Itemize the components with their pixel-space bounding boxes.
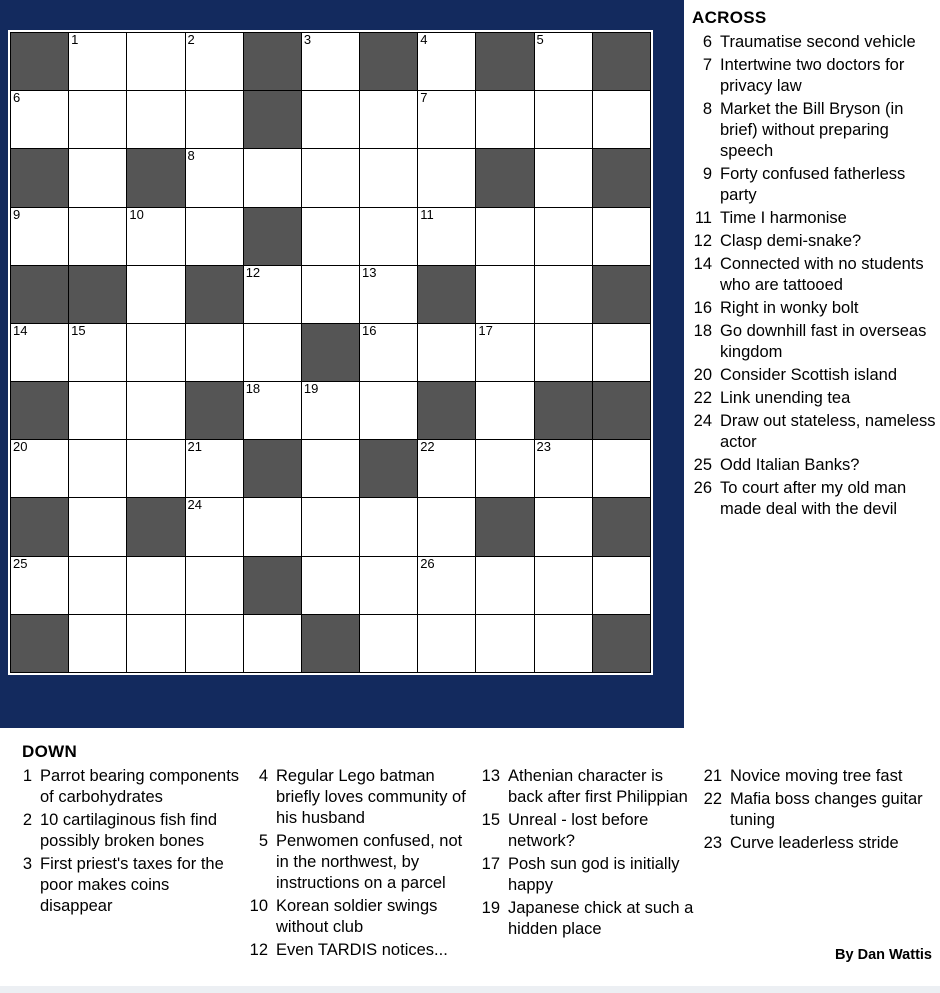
grid-cell[interactable]	[534, 440, 592, 498]
grid-block-cell	[418, 265, 476, 323]
clue-number: 19	[481, 899, 500, 917]
clue-text: Regular Lego batman briefly loves community of his husband	[276, 767, 466, 827]
grid-cell[interactable]	[360, 265, 418, 323]
clue-number: 11	[694, 209, 712, 227]
across-clue-list	[692, 32, 936, 520]
grid-cell[interactable]	[418, 440, 476, 498]
crossword-grid-container[interactable]	[8, 30, 653, 675]
grid-cell[interactable]	[127, 323, 185, 381]
grid-cell-number: 9	[13, 206, 21, 222]
grid-cell[interactable]	[127, 91, 185, 149]
clue-number: 9	[702, 165, 712, 183]
grid-cell-number: 21	[187, 439, 202, 455]
down-clue-item[interactable]	[248, 766, 472, 829]
grid-block-cell	[11, 33, 69, 91]
grid-cell[interactable]	[127, 207, 185, 265]
grid-block-cell	[418, 382, 476, 440]
grid-cell-number: 22	[420, 439, 435, 455]
grid-cell[interactable]	[592, 91, 650, 149]
grid-cell-number: 24	[187, 497, 202, 513]
grid-block-cell	[11, 265, 69, 323]
down-clue-column-1	[12, 766, 248, 963]
grid-cell[interactable]	[592, 323, 650, 381]
grid-row	[11, 91, 651, 149]
grid-block-cell	[243, 91, 301, 149]
grid-block-cell	[69, 265, 127, 323]
clue-number: 10	[249, 897, 268, 915]
grid-cell[interactable]	[360, 614, 418, 672]
clue-text: Traumatise second vehicle	[720, 33, 916, 51]
grid-cell-number: 7	[420, 90, 428, 106]
grid-cell-number: 23	[536, 439, 552, 455]
clue-number: 17	[481, 855, 500, 873]
clue-number: 13	[481, 767, 500, 785]
grid-cell[interactable]	[185, 91, 243, 149]
grid-cell[interactable]	[69, 91, 127, 149]
across-clue-item[interactable]	[692, 99, 936, 162]
down-clue-item[interactable]	[248, 896, 472, 938]
grid-cell[interactable]	[301, 33, 359, 91]
grid-cell[interactable]	[476, 440, 534, 498]
across-clue-item[interactable]	[692, 55, 936, 97]
down-clue-item[interactable]	[480, 810, 694, 852]
clue-number: 5	[258, 832, 268, 850]
grid-cell[interactable]	[301, 91, 359, 149]
clue-text: Go downhill fast in overseas kingdom	[720, 322, 927, 361]
grid-cell[interactable]	[69, 323, 127, 381]
grid-cell-number: 18	[245, 381, 261, 397]
grid-cell[interactable]	[592, 207, 650, 265]
grid-cell-number: 2	[187, 32, 195, 47]
grid-cell[interactable]	[360, 149, 418, 207]
clue-number: 21	[703, 767, 722, 785]
clue-number: 4	[258, 767, 268, 785]
down-clue-item[interactable]	[702, 766, 928, 787]
down-clue-item[interactable]	[12, 810, 240, 852]
grid-cell[interactable]	[360, 498, 418, 556]
grid-cell[interactable]	[185, 440, 243, 498]
grid-row	[11, 207, 651, 265]
clue-number: 8	[702, 100, 712, 118]
clue-text: Mafia boss changes guitar tuning	[730, 790, 923, 829]
clue-text: Posh sun god is initially happy	[508, 855, 680, 894]
clue-text: Unreal - lost before network?	[508, 811, 649, 850]
grid-cell[interactable]	[301, 207, 359, 265]
clue-number: 23	[703, 834, 722, 852]
grid-cell-number: 10	[129, 206, 144, 222]
clue-text: Novice moving tree fast	[730, 767, 903, 785]
grid-cell[interactable]	[243, 265, 301, 323]
grid-cell[interactable]	[418, 323, 476, 381]
across-clue-item[interactable]	[692, 231, 936, 252]
grid-cell[interactable]	[534, 614, 592, 672]
grid-cell[interactable]	[534, 498, 592, 556]
grid-cell-number: 15	[71, 322, 86, 338]
grid-cell-number: 17	[478, 322, 493, 338]
down-clue-item[interactable]	[480, 766, 694, 808]
grid-cell-number: 3	[303, 32, 312, 47]
down-clue-item[interactable]	[12, 766, 240, 808]
grid-cell[interactable]	[11, 556, 69, 614]
grid-cell[interactable]	[301, 382, 359, 440]
grid-row	[11, 556, 651, 614]
crossword-grid[interactable]	[10, 32, 651, 673]
across-clue-item[interactable]	[692, 478, 936, 520]
grid-cell[interactable]	[185, 149, 243, 207]
byline: By Dan Wattis	[835, 947, 932, 963]
down-clue-item[interactable]	[702, 789, 928, 831]
grid-row	[11, 382, 651, 440]
grid-cell[interactable]	[185, 323, 243, 381]
grid-block-cell	[243, 207, 301, 265]
grid-row	[11, 323, 651, 381]
grid-cell[interactable]	[301, 556, 359, 614]
grid-block-cell	[11, 498, 69, 556]
clue-number: 26	[693, 479, 712, 497]
grid-cell[interactable]	[301, 440, 359, 498]
clue-text: Odd Italian Banks?	[720, 456, 860, 474]
grid-cell[interactable]	[418, 614, 476, 672]
grid-cell-number: 25	[13, 555, 28, 571]
across-clue-item[interactable]	[692, 254, 936, 296]
grid-cell[interactable]	[127, 382, 185, 440]
down-clue-column-4	[702, 766, 928, 963]
grid-block-cell	[592, 149, 650, 207]
grid-cell[interactable]	[127, 440, 185, 498]
grid-cell[interactable]	[185, 614, 243, 672]
grid-cell[interactable]	[592, 556, 650, 614]
grid-cell[interactable]	[127, 265, 185, 323]
grid-row	[11, 149, 651, 207]
across-clues-section	[692, 8, 936, 522]
down-clues-section	[12, 742, 928, 963]
grid-cell[interactable]	[418, 149, 476, 207]
grid-cell[interactable]	[418, 207, 476, 265]
grid-cell[interactable]	[69, 614, 127, 672]
down-clue-item[interactable]	[480, 898, 694, 940]
bottom-divider	[0, 986, 940, 993]
grid-cell-number: 1	[71, 32, 79, 47]
grid-block-cell	[243, 556, 301, 614]
grid-cell-number: 5	[536, 32, 544, 47]
across-clue-item[interactable]	[692, 388, 936, 409]
clue-text: 10 cartilaginous fish find possibly broken bones	[40, 811, 218, 850]
grid-cell[interactable]	[476, 382, 534, 440]
grid-cell[interactable]	[127, 614, 185, 672]
grid-row	[11, 33, 651, 91]
grid-block-cell	[301, 323, 359, 381]
grid-cell[interactable]	[301, 265, 359, 323]
grid-cell-number: 6	[13, 90, 21, 106]
grid-cell[interactable]	[243, 149, 301, 207]
grid-block-cell	[476, 149, 534, 207]
clue-text: Intertwine two doctors for privacy law	[720, 56, 905, 95]
grid-cell-number: 4	[420, 32, 428, 47]
grid-block-cell	[592, 498, 650, 556]
clue-number: 7	[702, 56, 712, 74]
clue-text: Consider Scottish island	[720, 366, 898, 384]
grid-block-cell	[360, 440, 418, 498]
grid-cell[interactable]	[418, 91, 476, 149]
clue-text: Clasp demi-snake?	[720, 232, 862, 250]
grid-cell[interactable]	[476, 614, 534, 672]
grid-cell[interactable]	[534, 149, 592, 207]
clue-text: Link unending tea	[720, 389, 851, 407]
grid-cell[interactable]	[185, 498, 243, 556]
grid-block-cell	[11, 614, 69, 672]
grid-cell[interactable]	[418, 33, 476, 91]
grid-block-cell	[185, 382, 243, 440]
grid-cell[interactable]	[360, 556, 418, 614]
clue-number: 12	[249, 941, 268, 959]
grid-cell[interactable]	[534, 207, 592, 265]
grid-block-cell	[592, 382, 650, 440]
across-clue-item[interactable]	[692, 365, 936, 386]
clue-number: 2	[22, 811, 32, 829]
grid-cell-number: 14	[13, 322, 28, 338]
grid-cell[interactable]	[360, 382, 418, 440]
clue-number: 25	[693, 456, 712, 474]
grid-block-cell	[592, 265, 650, 323]
grid-cell[interactable]	[476, 207, 534, 265]
clue-text: Connected with no students who are tattooed	[720, 255, 924, 294]
clue-text: Draw out stateless, nameless actor	[720, 412, 936, 451]
grid-cell[interactable]	[69, 556, 127, 614]
grid-cell-number: 8	[187, 148, 195, 164]
grid-row	[11, 265, 651, 323]
clue-number: 14	[693, 255, 712, 273]
grid-cell[interactable]	[69, 498, 127, 556]
grid-block-cell	[476, 33, 534, 91]
down-clue-item[interactable]	[480, 854, 694, 896]
clue-text: Market the Bill Bryson (in brief) without preparing speech	[720, 100, 904, 160]
grid-cell[interactable]	[127, 556, 185, 614]
clue-number: 6	[702, 33, 712, 51]
down-clue-columns	[12, 766, 928, 963]
clue-text: Japanese chick at such a hidden place	[508, 899, 694, 938]
grid-cell[interactable]	[11, 323, 69, 381]
grid-cell-number: 26	[420, 555, 435, 571]
grid-row	[11, 498, 651, 556]
grid-cell[interactable]	[11, 207, 69, 265]
grid-cell[interactable]	[301, 149, 359, 207]
grid-cell[interactable]	[534, 33, 592, 91]
clue-text: Even TARDIS notices...	[276, 941, 448, 959]
grid-cell[interactable]	[69, 33, 127, 91]
grid-cell[interactable]	[476, 265, 534, 323]
clue-number: 24	[693, 412, 712, 430]
clue-text: Right in wonky bolt	[720, 299, 859, 317]
down-clue-item[interactable]	[702, 833, 928, 854]
grid-cell[interactable]	[243, 323, 301, 381]
clue-text: Time I harmonise	[720, 209, 847, 227]
grid-cell[interactable]	[243, 382, 301, 440]
clue-number: 18	[693, 322, 712, 340]
grid-cell[interactable]	[418, 498, 476, 556]
grid-block-cell	[301, 614, 359, 672]
clue-text: Curve leaderless stride	[730, 834, 899, 852]
down-clue-column-2	[248, 766, 480, 963]
grid-block-cell	[592, 33, 650, 91]
grid-cell[interactable]	[11, 91, 69, 149]
grid-cell-number: 19	[303, 381, 319, 397]
grid-block-cell	[185, 265, 243, 323]
grid-cell[interactable]	[185, 207, 243, 265]
grid-cell[interactable]	[243, 614, 301, 672]
grid-cell[interactable]	[534, 323, 592, 381]
grid-cell[interactable]	[69, 440, 127, 498]
grid-cell[interactable]	[185, 33, 243, 91]
grid-cell[interactable]	[534, 265, 592, 323]
grid-cell[interactable]	[127, 33, 185, 91]
grid-block-cell	[243, 440, 301, 498]
grid-row	[11, 614, 651, 672]
grid-cell[interactable]	[592, 440, 650, 498]
clue-number: 22	[703, 790, 722, 808]
across-clue-item[interactable]	[692, 164, 936, 206]
down-clue-item[interactable]	[248, 831, 472, 894]
across-clue-item[interactable]	[692, 321, 936, 363]
clue-text: First priest's taxes for the poor makes coins disappear	[40, 855, 224, 915]
grid-cell[interactable]	[476, 91, 534, 149]
grid-cell[interactable]	[69, 207, 127, 265]
clue-number: 20	[693, 366, 712, 384]
grid-cell-number: 12	[245, 264, 261, 280]
clue-number: 15	[481, 811, 500, 829]
grid-cell[interactable]	[360, 323, 418, 381]
across-clue-item[interactable]	[692, 208, 936, 229]
grid-block-cell	[127, 149, 185, 207]
clue-text: Korean soldier swings without club	[276, 897, 438, 936]
grid-block-cell	[11, 382, 69, 440]
grid-cell[interactable]	[243, 498, 301, 556]
grid-cell[interactable]	[69, 149, 127, 207]
grid-cell[interactable]	[360, 207, 418, 265]
across-heading: ACROSS	[692, 8, 767, 27]
clue-number: 1	[22, 767, 32, 785]
clue-text: Athenian character is back after first Philippian	[508, 767, 688, 806]
grid-block-cell	[127, 498, 185, 556]
grid-cell-number: 11	[420, 206, 434, 222]
grid-cell[interactable]	[418, 556, 476, 614]
grid-block-cell	[534, 382, 592, 440]
across-clue-item[interactable]	[692, 298, 936, 319]
grid-cell[interactable]	[476, 323, 534, 381]
clue-number: 16	[693, 299, 712, 317]
grid-block-cell	[360, 33, 418, 91]
grid-cell[interactable]	[360, 91, 418, 149]
clue-number: 12	[693, 232, 712, 250]
across-clue-item[interactable]	[692, 32, 936, 53]
clue-text: Penwomen confused, not in the northwest, by instructions on a parcel	[276, 832, 463, 892]
clue-text: Forty confused fatherless party	[720, 165, 906, 204]
down-clue-item[interactable]	[248, 940, 472, 961]
grid-block-cell	[243, 33, 301, 91]
down-clue-item[interactable]	[12, 854, 240, 917]
clue-text: To court after my old man made deal with the devil	[720, 479, 907, 518]
grid-cell[interactable]	[534, 91, 592, 149]
grid-cell-number: 16	[362, 322, 377, 338]
grid-cell[interactable]	[11, 440, 69, 498]
grid-cell[interactable]	[301, 498, 359, 556]
grid-cell[interactable]	[185, 556, 243, 614]
clue-text: Parrot bearing components of carbohydrates	[40, 767, 240, 806]
grid-cell[interactable]	[534, 556, 592, 614]
clue-number: 3	[22, 855, 32, 873]
grid-block-cell	[476, 498, 534, 556]
across-clue-item[interactable]	[692, 455, 936, 476]
grid-cell[interactable]	[69, 382, 127, 440]
down-heading: DOWN	[22, 742, 78, 761]
grid-cell-number: 20	[13, 439, 28, 455]
grid-cell[interactable]	[476, 556, 534, 614]
grid-block-cell	[592, 614, 650, 672]
clue-number: 22	[693, 389, 712, 407]
down-clue-column-3	[480, 766, 702, 963]
grid-cell-number: 13	[362, 264, 377, 280]
across-clue-item[interactable]	[692, 411, 936, 453]
grid-block-cell	[11, 149, 69, 207]
grid-row	[11, 440, 651, 498]
